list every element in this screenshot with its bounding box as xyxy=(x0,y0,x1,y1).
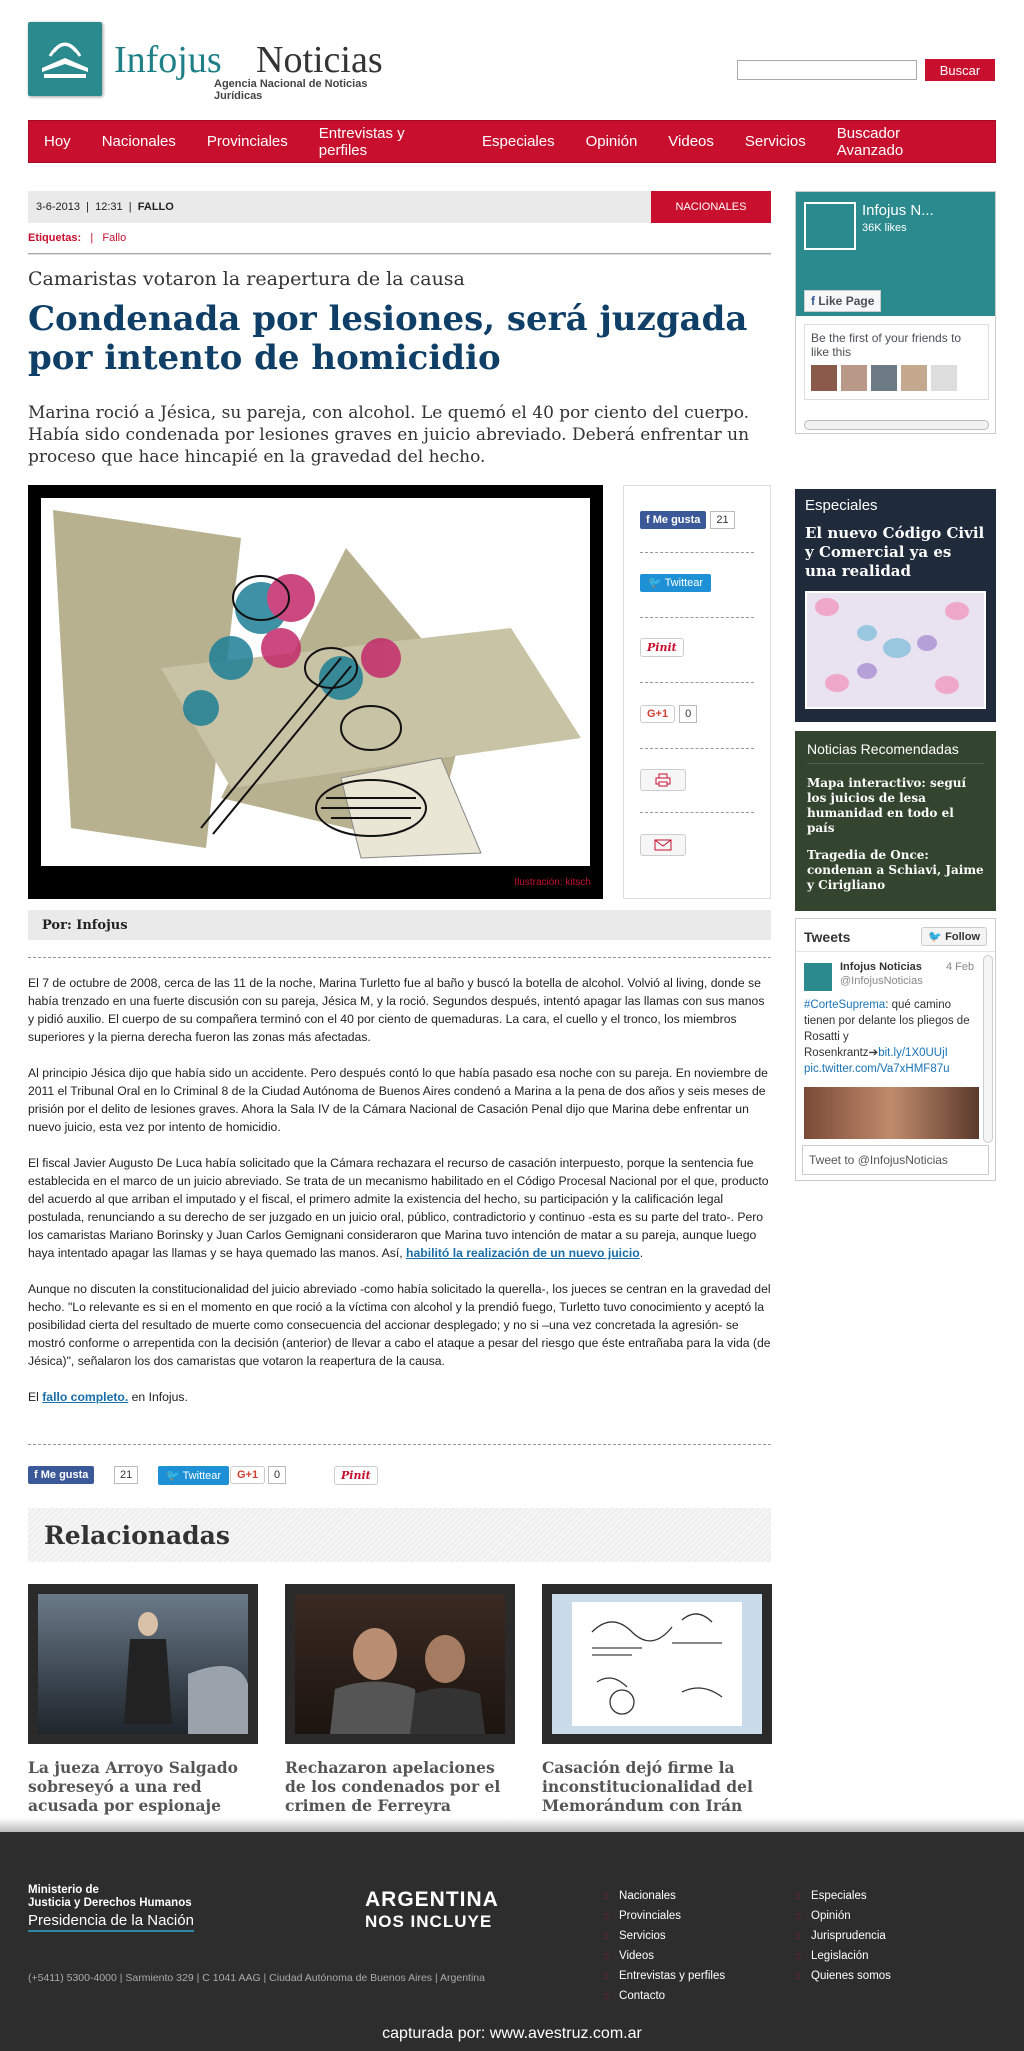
fb-friends-box xyxy=(804,324,989,400)
paragraph: Al principio Jésica dijo que había sido un accidente. Pero después contó lo que había pasado esa noche con su pareja. En noviembre de 2011 el Tribunal Oral en lo Criminal 8 de la Ciudad Autónoma de Buenos Aires condenó a Marina a la pena de dos años y seis meses de prisión por el delito de lesiones graves. Ahora la Sala IV de la Cámara Nacional de Casación Penal dijo que Marina debe enfrentar un nuevo juicio, esta vez por intento de homicidio. xyxy=(28,1066,768,1134)
footer-link[interactable] xyxy=(604,1930,666,1942)
bullet-icon: :: xyxy=(604,1911,610,1921)
nav-item-provinciales[interactable]: Provinciales xyxy=(206,133,288,150)
bullet-icon: :: xyxy=(604,1891,610,1901)
bullet-icon: :: xyxy=(604,1931,610,1941)
tweets-scrollbar[interactable] xyxy=(983,955,993,1143)
footer-link-label: Legislación xyxy=(811,1950,869,1962)
related-thumbnail[interactable] xyxy=(28,1584,258,1744)
article-time: 12:31 xyxy=(95,201,123,213)
divider xyxy=(640,748,754,749)
like-page-label: Like Page xyxy=(818,294,875,308)
tags-line xyxy=(28,232,126,244)
paragraph-text: El xyxy=(28,1390,39,1404)
paragraph: El fiscal Javier Augusto De Luca había solicitado que la Cámara rechazara el recurso de casación interpuesto, porque la sentencia fue establecida en el marco de un juicio abreviado. Se trata de un mecanismo habilitado en el Código Procesal Nacional por el que, producto del acuerdo al que arriban el imputado y el fiscal, el primero admite la existencia del hecho, su participación y la calificación legal postulada, renunciando a su derecho de ser juzgado en un juicio oral, público, contradictorio y continuo -esta es su parte del trato-. Pero los camaristas Mariano Borinsky y Juan Carlos Gemignani consideraron que Marina tuvo intención de matar a su pareja, aunque luego haya intentado apagar las llamas y se haya quemado las manos. Así, habilitó la realización de un nuevo juicio. xyxy=(28,1156,769,1260)
section-badge-nacionales[interactable]: NACIONALES xyxy=(651,191,771,223)
footer-link-label: Entrevistas y perfiles xyxy=(619,1970,726,1982)
avatar[interactable] xyxy=(841,365,867,391)
bullet-icon: :: xyxy=(796,1911,802,1921)
divider xyxy=(28,253,771,255)
fb-widget-scrollbar[interactable] xyxy=(804,420,989,430)
footer-link-label: Videos xyxy=(619,1950,654,1962)
fb-friend-avatars xyxy=(811,365,982,391)
facebook-page-widget xyxy=(795,191,996,434)
follow-label: Follow xyxy=(945,931,980,943)
footer-link-label: Especiales xyxy=(811,1890,867,1902)
footer-link-label: Servicios xyxy=(619,1930,666,1942)
divider xyxy=(28,957,771,958)
avatar[interactable] xyxy=(931,365,957,391)
footer-link[interactable] xyxy=(604,1950,654,1962)
divider xyxy=(640,552,754,553)
bullet-icon: :: xyxy=(604,1951,610,1961)
slogan-logo xyxy=(365,1888,499,1932)
byline: Por: Infojus xyxy=(28,910,771,940)
like-label: Me gusta xyxy=(652,514,701,526)
tweet-button[interactable] xyxy=(158,1466,229,1485)
tweet-label: Twittear xyxy=(182,1470,222,1482)
footer-link[interactable] xyxy=(796,1970,891,1982)
divider xyxy=(640,812,754,813)
tweet-text xyxy=(804,997,979,1077)
avatar[interactable] xyxy=(811,365,837,391)
related-title[interactable]: La jueza Arroyo Salgado sobreseyó a una red acusada por espionaje xyxy=(28,1758,238,1815)
article-headline: Condenada por lesiones, será juzgada por intento de homicidio xyxy=(28,299,748,378)
tweet-body: : qué camino tienen por delante los pliegos de Rosatti y Rosenkrantz➔ xyxy=(804,999,970,1059)
article-kicker: Camaristas votaron la reapertura de la causa xyxy=(28,268,465,290)
facebook-icon: f xyxy=(811,294,819,308)
divider xyxy=(640,617,754,618)
full-ruling-link[interactable]: fallo completo. xyxy=(42,1390,129,1404)
google-plus-button[interactable]: G+1 xyxy=(640,705,675,723)
footer-link-label: Provinciales xyxy=(619,1910,682,1922)
email-button[interactable] xyxy=(640,834,686,856)
follow-button[interactable] xyxy=(921,927,987,946)
nav-item-opinion[interactable]: Opinión xyxy=(585,133,638,150)
footer-link-label: Quienes somos xyxy=(811,1970,891,1982)
footer-link[interactable] xyxy=(604,1970,725,1982)
email-icon xyxy=(654,839,672,851)
image-credit: Ilustración: kitsch xyxy=(514,877,591,888)
like-count: 21 xyxy=(114,1466,138,1484)
related-thumbnail[interactable] xyxy=(285,1584,515,1744)
main-nav xyxy=(28,120,996,163)
nav-item-servicios[interactable]: Servicios xyxy=(744,133,806,150)
page-logo-icon xyxy=(804,202,856,250)
tweet-media[interactable] xyxy=(804,1087,979,1139)
article-illustration xyxy=(28,485,603,899)
bullet-icon: :: xyxy=(604,1971,610,1981)
bullet-icon: :: xyxy=(796,1971,802,1981)
logo-tagline: Agencia Nacional de Noticias Jurídicas xyxy=(214,78,368,102)
bullet-icon: :: xyxy=(796,1891,802,1901)
tweet-to-input[interactable]: Tweet to @InfojusNoticias xyxy=(802,1145,989,1175)
paragraph xyxy=(28,1388,771,1406)
related-title[interactable]: Casación dejó firme la inconstitucionalidad del Memorándum con Irán xyxy=(542,1758,753,1815)
footer-link[interactable] xyxy=(604,1990,665,2002)
fb-likes-count: 36K likes xyxy=(862,222,907,234)
twitter-icon: 🐦 xyxy=(166,1470,183,1482)
tweets-heading: Tweets xyxy=(804,929,851,945)
tweet-link[interactable]: bit.ly/1X0UUjI xyxy=(878,1047,948,1059)
tweet-author[interactable]: Infojus Noticias xyxy=(840,961,922,973)
divider xyxy=(28,1444,771,1445)
article-date: 3-6-2013 xyxy=(36,201,81,213)
illustration-canvas xyxy=(41,498,590,866)
related-heading: Relacionadas xyxy=(28,1508,771,1562)
footer-address: (+5411) 5300-4000 | Sarmiento 329 | C 1041 AAG | Ciudad Autónoma de Buenos Aires | Argentina xyxy=(28,1972,485,1984)
tags-separator: | xyxy=(84,232,100,244)
print-button[interactable] xyxy=(640,769,686,791)
slogan-line2: NOS INCLUYE xyxy=(365,1912,493,1931)
bullet-icon: :: xyxy=(796,1931,802,1941)
twitter-icon: 🐦 xyxy=(648,577,665,589)
footer-link-label: Opinión xyxy=(811,1910,851,1922)
facebook-cover xyxy=(796,192,995,316)
search-input[interactable] xyxy=(737,60,917,80)
share-bar-bottom xyxy=(28,1466,771,1490)
facebook-like-button[interactable] xyxy=(28,1466,94,1484)
bullet-icon: :: xyxy=(604,1991,610,2001)
recommended-news-box xyxy=(795,731,996,911)
paragraph: El 7 de octubre de 2008, cerca de las 11 de la noche, Marina Turletto fue al baño y buscó la botella de alcohol. Volvió al living, donde se había trenzado en una fuerte discusión con su pareja, Jésica M, y la roció. Segundos después, intentó apagar las llamas con sus manos y pidió auxilio. El cuerpo de su compañera terminó con el 40 por ciento de quemaduras. La cara, el cuello y el tronco, los miembros superiores y la pierna derecha fueron las zonas más afectadas. xyxy=(28,976,765,1044)
logo-name-infojus: Infojus xyxy=(114,39,222,81)
tweet-handle[interactable]: @InfojusNoticias xyxy=(840,975,923,987)
meta-separator: | xyxy=(80,201,96,213)
ministry-line1: Ministerio de xyxy=(28,1884,99,1896)
tweet-button[interactable] xyxy=(640,574,711,592)
paragraph-text: en Infojus. xyxy=(131,1390,188,1404)
gplus-count: 0 xyxy=(679,705,697,723)
footer-link[interactable] xyxy=(796,1910,851,1922)
bullet-icon: :: xyxy=(796,1951,802,1961)
related-item[interactable] xyxy=(28,1584,258,1815)
specials-image[interactable] xyxy=(805,591,986,709)
tag-link-fallo[interactable]: Fallo xyxy=(102,232,127,244)
slogan-line1: ARGENTINA xyxy=(365,1888,499,1911)
facebook-icon: f xyxy=(646,514,653,526)
divider xyxy=(640,682,754,683)
ministry-line2: Justicia y Derechos Humanos xyxy=(28,1897,192,1909)
tweet-hashtag[interactable]: #CorteSuprema xyxy=(804,999,886,1011)
article-lead: Marina roció a Jésica, su pareja, con alcohol. Le quemó el 40 por ciento del cuerpo. Había sido condenada por lesiones graves en juicio abreviado. Deberá enfrentar un proceso que hace hincapié en la gravedad del hecho. xyxy=(28,403,750,467)
footer-shadow xyxy=(0,1818,1024,1832)
fb-like-page-button[interactable] xyxy=(804,290,881,312)
facebook-icon: f xyxy=(34,1469,41,1481)
pinit-button[interactable]: Pinit xyxy=(334,1466,378,1485)
ministry-logo[interactable] xyxy=(28,1884,194,1932)
footer-link-label: Jurisprudencia xyxy=(811,1930,886,1942)
like-label: Me gusta xyxy=(40,1469,89,1481)
footer-link[interactable] xyxy=(796,1930,886,1942)
article-body xyxy=(28,974,771,1424)
article-type: FALLO xyxy=(137,201,174,213)
facebook-like-button[interactable] xyxy=(640,511,706,529)
footer-link[interactable] xyxy=(604,1910,681,1922)
paragraph-text: El fiscal Javier Augusto De Luca había solicitado que la Cámara rechazara el recurso de casación interpuesto, porque la sentencia fue establecida en el marco de un juicio abreviado. Se trata de un mecanismo habilitado en el Código Procesal Nacional por el que, producto del acuerdo al que arriban el imputado y el fiscal, el primero admite la existencia del hecho, su participación y la calificación legal postulada, renunciando a su derecho de ser juzgado en un juicio oral, público, contradictorio y continuo -esta es su parte del trato-. Pero los camaristas Mariano Borinsky y Juan Carlos Gemignani consideraron que Marina tuvo intención de matar a su pareja, aunque luego haya intentado apagar las llamas y se haya quemado las manos. Así, xyxy=(28,1156,769,1260)
avatar[interactable] xyxy=(901,365,927,391)
nav-item-buscador-avanzado[interactable]: Buscador Avanzado xyxy=(836,124,904,159)
meta-separator: | xyxy=(122,201,138,213)
paragraph: Aunque no discuten la constitucionalidad del juicio abreviado -como había solicitado la querella-, los jueces se centran en la gravedad del hecho. "Lo relevante es si en el momento en que roció a la víctima con alcohol y la prendió fuego, Turletto tuvo conocimiento y aceptó la posibilidad cierta del resultado de muerte como consecuencia del accionar desplegado; y no si –una vez concretada la agresión- se mostró conforme o arrepentida con la decisión (anterior) de llevar a cabo el ataque a pesar del riesgo que éste entrañaba para la vida (de Jésica)", señalaron los dos camaristas que votaron la reapertura de la causa. xyxy=(28,1282,771,1368)
footer-link[interactable] xyxy=(796,1890,867,1902)
footer-link[interactable] xyxy=(604,1890,676,1902)
specials-heading: Especiales xyxy=(805,497,878,514)
capture-credit: capturada por: www.avestruz.com.ar xyxy=(382,2025,642,2042)
specials-title[interactable]: El nuevo Código Civil y Comercial ya es una realidad xyxy=(805,524,985,580)
footer-link-label: Contacto xyxy=(619,1990,666,2002)
share-column xyxy=(623,485,771,899)
fb-friends-text: Be the first of your friends to like this xyxy=(811,331,962,359)
related-item[interactable] xyxy=(285,1584,515,1815)
tweet-pic-link[interactable]: pic.twitter.com/Va7xHMF87u xyxy=(804,1063,950,1075)
avatar[interactable] xyxy=(804,963,832,991)
nav-item-hoy[interactable]: Hoy xyxy=(44,133,71,150)
tweet-date[interactable]: 4 Feb xyxy=(946,961,975,973)
twitter-icon: 🐦 xyxy=(928,931,946,943)
new-trial-link[interactable]: habilitó la realización de un nuevo juicio xyxy=(406,1246,640,1260)
logo-name-noticias: Noticias xyxy=(256,39,383,81)
site-logo[interactable] xyxy=(28,22,398,100)
recommended-heading: Noticias Recomendadas xyxy=(807,741,984,764)
twitter-timeline-widget xyxy=(795,918,996,1181)
google-plus-button[interactable]: G+1 xyxy=(230,1466,265,1484)
pinit-button[interactable]: Pinit xyxy=(640,638,684,657)
specials-box[interactable] xyxy=(795,489,996,722)
recommended-item[interactable]: Tragedia de Once: condenan a Schiavi, Jaime y Cirigliano xyxy=(807,848,984,892)
nav-item-videos[interactable]: Videos xyxy=(668,133,714,150)
like-count: 21 xyxy=(710,511,734,529)
tags-label: Etiquetas: xyxy=(28,232,82,244)
presidency-label: Presidencia de la Nación xyxy=(28,1912,194,1932)
fb-page-name[interactable]: Infojus N... xyxy=(862,202,934,219)
divider xyxy=(796,951,995,952)
footer-link-label: Nacionales xyxy=(619,1890,676,1902)
footer-link[interactable] xyxy=(796,1950,869,1962)
recommended-item[interactable]: Mapa interactivo: seguí los juicios de lesa humanidad en todo el país xyxy=(807,776,967,835)
related-thumbnail[interactable] xyxy=(542,1584,772,1744)
avatar[interactable] xyxy=(871,365,897,391)
related-item[interactable] xyxy=(542,1584,772,1815)
nav-item-entrevistas[interactable]: Entrevistas y perfiles xyxy=(318,124,405,159)
logo-emblem-icon xyxy=(28,22,102,96)
print-icon xyxy=(655,773,671,787)
search-button[interactable]: Buscar xyxy=(925,59,995,81)
tweet-label: Twittear xyxy=(664,577,704,589)
gplus-count: 0 xyxy=(268,1466,286,1484)
nav-item-especiales[interactable]: Especiales xyxy=(482,133,555,150)
related-title[interactable]: Rechazaron apelaciones de los condenados por el crimen de Ferreyra xyxy=(285,1758,501,1815)
nav-item-nacionales[interactable]: Nacionales xyxy=(101,133,176,150)
site-footer xyxy=(0,1832,1024,2051)
